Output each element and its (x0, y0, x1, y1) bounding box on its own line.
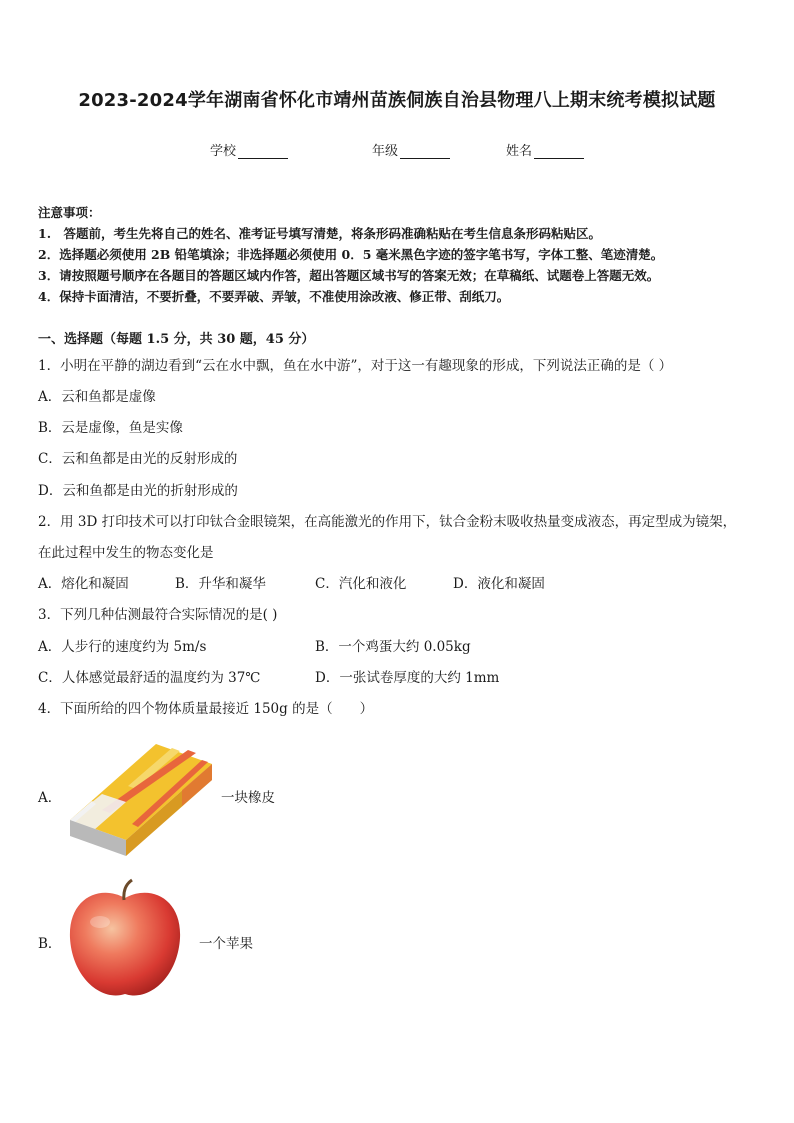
section-heading: 一、选择题（每题 1.5 分，共 30 题，45 分） (38, 332, 315, 347)
notice-item-1: 1. 答题前，考生先将自己的姓名、准考证号填写清楚，将条形码准确粘贴在考生信息条形码粘贴区。 (38, 226, 602, 241)
apple-image (60, 876, 190, 1006)
notice-heading: 注意事项： (38, 205, 101, 220)
eraser-label: 一块橡皮 (221, 790, 275, 806)
q1-option-d[interactable]: D．云和鱼都是由光的折射形成的 (38, 483, 238, 499)
q1-stem: 1．小明在平静的湖边看到“云在水中飘，鱼在水中游”，对于这一有趣现象的形成，下列说法正确的是（ ） (38, 358, 673, 374)
name-label: 姓名 (506, 144, 533, 159)
grade-blank[interactable] (400, 144, 450, 159)
q3-option-b[interactable]: B．一个鸡蛋大约 0.05kg (315, 639, 471, 655)
q3-stem: 3．下列几种估测最符合实际情况的是( ) (38, 607, 278, 623)
q1-option-b[interactable]: B．云是虚像，鱼是实像 (38, 420, 183, 436)
q2-option-b[interactable]: B．升华和凝华 (175, 576, 266, 592)
q4-stem: 4．下面所给的四个物体质量最接近 150g 的是（ ） (38, 701, 374, 717)
grade-field[interactable] (372, 140, 450, 159)
name-blank[interactable] (534, 144, 584, 159)
eraser-image (62, 738, 218, 858)
grade-label: 年级 (372, 144, 399, 159)
notice-item-3: 3．请按照题号顺序在各题目的答题区域内作答，超出答题区域书写的答案无效；在草稿纸、试题卷上答题无效。 (38, 268, 660, 283)
q1-option-a[interactable]: A．云和鱼都是虚像 (38, 389, 156, 405)
q2-option-d[interactable]: D．液化和凝固 (453, 576, 545, 592)
q2-option-c[interactable]: C．汽化和液化 (315, 576, 407, 592)
q3-option-c[interactable]: C．人体感觉最舒适的温度约为 37℃ (38, 670, 261, 686)
q3-option-d[interactable]: D．一张试卷厚度的大约 1mm (315, 670, 500, 686)
q4-option-b[interactable]: B． (38, 936, 62, 952)
school-label: 学校 (210, 144, 237, 159)
school-blank[interactable] (238, 144, 288, 159)
q3-option-a[interactable]: A．人步行的速度约为 5m/s (38, 639, 207, 655)
q2-option-a[interactable]: A．熔化和凝固 (38, 576, 129, 592)
school-field[interactable] (210, 140, 288, 159)
q4-option-a[interactable]: A． (38, 790, 62, 806)
q1-option-c[interactable]: C．云和鱼都是由光的反射形成的 (38, 451, 238, 467)
name-field[interactable] (506, 140, 584, 159)
apple-label: 一个苹果 (199, 936, 253, 952)
notice-item-4: 4．保持卡面清洁，不要折叠，不要弄破、弄皱，不准使用涂改液、修正带、刮纸刀。 (38, 289, 510, 304)
q2-stem-line2: 在此过程中发生的物态变化是 (38, 545, 214, 561)
q2-stem-line1: 2．用 3D 打印技术可以打印钛合金眼镜架，在高能激光的作用下，钛合金粉末吸收热量变成液态，再定型成为镜架， (38, 514, 737, 530)
page-title: 2023-2024学年湖南省怀化市靖州苗族侗族自治县物理八上期末统考模拟试题 (78, 90, 716, 111)
notice-item-2: 2．选择题必须使用 2B 铅笔填涂；非选择题必须使用 0．5 毫米黑色字迹的签字笔书写，字体工整、笔迹清楚。 (38, 247, 664, 262)
